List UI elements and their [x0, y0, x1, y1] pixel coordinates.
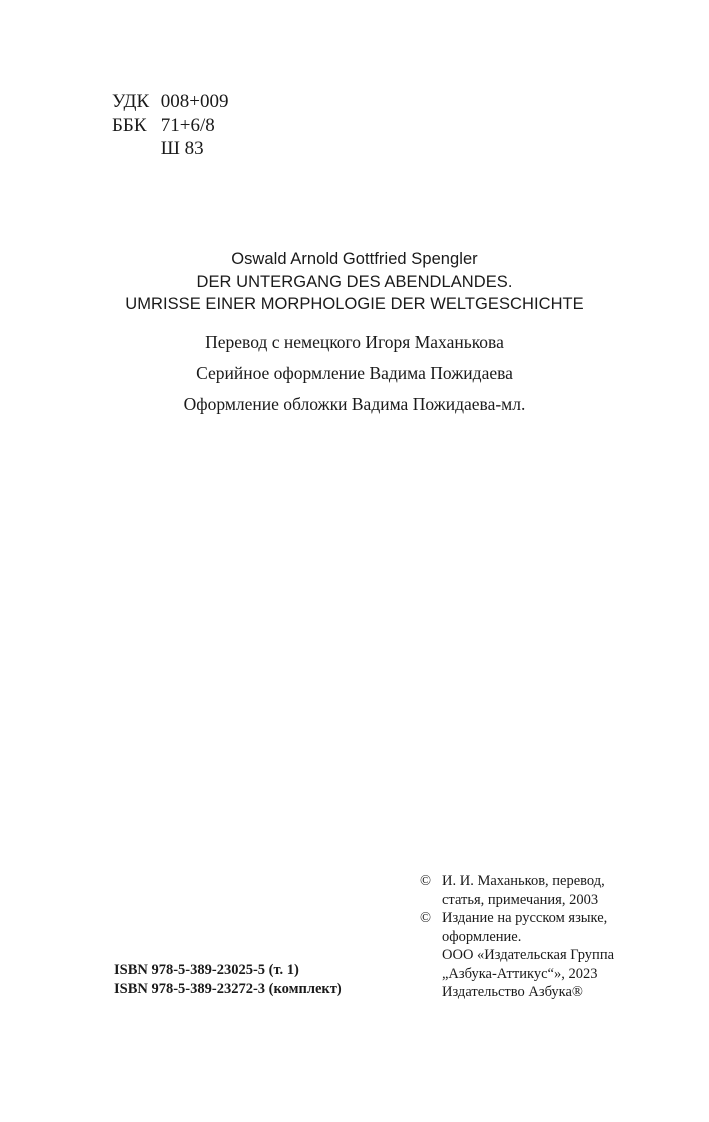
copyright-line: статья, примечания, 2003: [442, 891, 599, 908]
publisher-name: Издательство Азбука®: [442, 984, 583, 1000]
copyright-translation: [420, 872, 680, 909]
copyright-line: ООО «Издательская Группа: [442, 947, 615, 963]
isbn-block: [114, 961, 342, 998]
copyright-line: „Азбука-Аттикус“», 2023: [442, 965, 598, 982]
translation-credit: Перевод с немецкого Игоря Маханькова: [205, 331, 504, 352]
book-title: DER UNTERGANG DES ABENDLANDES.: [196, 272, 513, 291]
book-subtitle: UMRISSE EINER MORPHOLOGIE DER WELTGESCHICHTE: [125, 295, 584, 313]
cover-design-credit: Оформление обложки Вадима Пожидаева-мл.: [183, 393, 526, 414]
udk-row: [112, 90, 228, 114]
bbk-row: [112, 114, 228, 138]
author-name: Oswald Arnold Gottfried Spengler: [231, 250, 478, 268]
bbk-value: 71+6/8: [160, 114, 215, 136]
udk-label: УДК: [112, 91, 150, 112]
udk-value: 008+009: [160, 91, 229, 112]
classification-block: [112, 90, 228, 161]
title-block: [0, 248, 709, 414]
copyright-icon: ©: [420, 910, 432, 926]
author-mark: Ш 83: [160, 138, 204, 159]
isbn-volume: ISBN 978-5-389-23025-5 (т. 1): [114, 962, 299, 978]
copyright-line: оформление.: [442, 928, 522, 945]
copyright-line: И. И. Маханьков, перевод,: [442, 873, 605, 889]
copyright-line: Издание на русском языке,: [442, 910, 608, 926]
copyright-block: [420, 872, 680, 1002]
copyright-icon: ©: [420, 873, 432, 889]
series-design-credit: Серийное оформление Вадима Пожидаева: [196, 362, 513, 383]
author-mark-row: [112, 137, 228, 161]
copyright-edition: [420, 909, 680, 946]
isbn-set: ISBN 978-5-389-23272-3 (комплект): [114, 980, 342, 997]
bbk-label: ББК: [112, 114, 147, 136]
